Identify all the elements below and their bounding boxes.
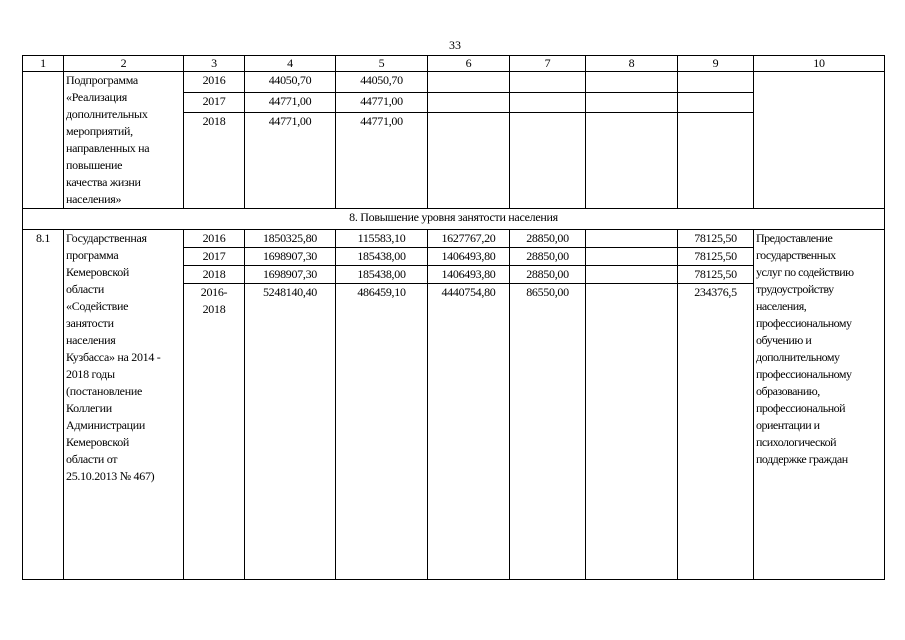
col6-cell: 1406493,80 [428, 266, 510, 284]
col8-cell [586, 92, 678, 113]
year-cell: 2018 [184, 113, 245, 209]
program-name-cell [64, 230, 184, 580]
subprogram-name: Подпрограмма «Реализация дополнительных мероприятий, направленных на повышение качества жизни населения» [66, 73, 150, 206]
year-cell: 2017 [184, 248, 245, 266]
col7-cell: 28850,00 [510, 230, 586, 248]
col6-cell: 4440754,80 [428, 284, 510, 580]
col5-cell: 44050,70 [336, 72, 428, 93]
col7-cell: 86550,00 [510, 284, 586, 580]
col5-cell: 185438,00 [336, 266, 428, 284]
budget-table [22, 55, 885, 580]
col5-cell: 486459,10 [336, 284, 428, 580]
header-col-9: 9 [678, 56, 754, 72]
col6-cell [428, 113, 510, 209]
col9-cell: 78125,50 [678, 266, 754, 284]
col7-cell: 28850,00 [510, 266, 586, 284]
year-cell [184, 284, 245, 580]
header-col-10: 10 [754, 56, 885, 72]
col8-cell [586, 230, 678, 248]
col4-cell: 5248140,40 [245, 284, 336, 580]
col6-cell: 1406493,80 [428, 248, 510, 266]
col8-cell [586, 72, 678, 93]
col8-cell [586, 113, 678, 209]
section-row [23, 209, 885, 230]
col6-cell [428, 72, 510, 93]
subprogram-name-cell [64, 72, 184, 209]
col7-cell [510, 72, 586, 93]
year-cell: 2018 [184, 266, 245, 284]
header-col-1: 1 [23, 56, 64, 72]
col4-cell: 44771,00 [245, 113, 336, 209]
header-col-3: 3 [184, 56, 245, 72]
program-result-cell [754, 230, 885, 580]
year-range: 2016- 2018 [200, 285, 228, 316]
section-title: 8. Повышение уровня занятости населения [23, 209, 885, 230]
col8-cell [586, 248, 678, 266]
col7-cell [510, 92, 586, 113]
col5-cell: 185438,00 [336, 248, 428, 266]
header-col-2: 2 [64, 56, 184, 72]
header-col-6: 6 [428, 56, 510, 72]
col9-cell [678, 92, 754, 113]
col5-cell: 115583,10 [336, 230, 428, 248]
table-row [23, 72, 885, 93]
year-cell: 2016 [184, 72, 245, 93]
page-number: 33 [449, 38, 461, 52]
col7-cell [510, 113, 586, 209]
year-cell: 2017 [184, 92, 245, 113]
header-col-7: 7 [510, 56, 586, 72]
program-name: Государственная программа Кемеровской области «Содействие занятости населения Кузбасса» на 2014 - 2018 годы (постановление Коллегии Администрации Кемеровской области от 25.10.2013 № 467) [66, 231, 161, 483]
header-col-4: 4 [245, 56, 336, 72]
col5-cell: 44771,00 [336, 113, 428, 209]
col9-cell: 234376,5 [678, 284, 754, 580]
col9-cell: 78125,50 [678, 230, 754, 248]
table-row [23, 230, 885, 248]
col9-cell [678, 72, 754, 93]
col6-cell [428, 92, 510, 113]
col4-cell: 44771,00 [245, 92, 336, 113]
col4-cell: 1850325,80 [245, 230, 336, 248]
header-col-8: 8 [586, 56, 678, 72]
col4-cell: 1698907,30 [245, 248, 336, 266]
program-result: Предоставление государственных услуг по содействию трудоустройству населения, профессиональному обучению и дополнительному профессиональному образованию, профессиональной ориентации и психологической поддержке граждан [756, 231, 854, 466]
subprogram-result-cell [754, 72, 885, 209]
col4-cell: 1698907,30 [245, 266, 336, 284]
col9-cell [678, 113, 754, 209]
col4-cell: 44050,70 [245, 72, 336, 93]
col9-cell: 78125,50 [678, 248, 754, 266]
col8-cell [586, 284, 678, 580]
header-col-5: 5 [336, 56, 428, 72]
col6-cell: 1627767,20 [428, 230, 510, 248]
year-cell: 2016 [184, 230, 245, 248]
col5-cell: 44771,00 [336, 92, 428, 113]
col7-cell: 28850,00 [510, 248, 586, 266]
program-num: 8.1 [23, 230, 64, 580]
col8-cell [586, 266, 678, 284]
subprogram-num-cell [23, 72, 64, 209]
header-row [23, 56, 885, 72]
